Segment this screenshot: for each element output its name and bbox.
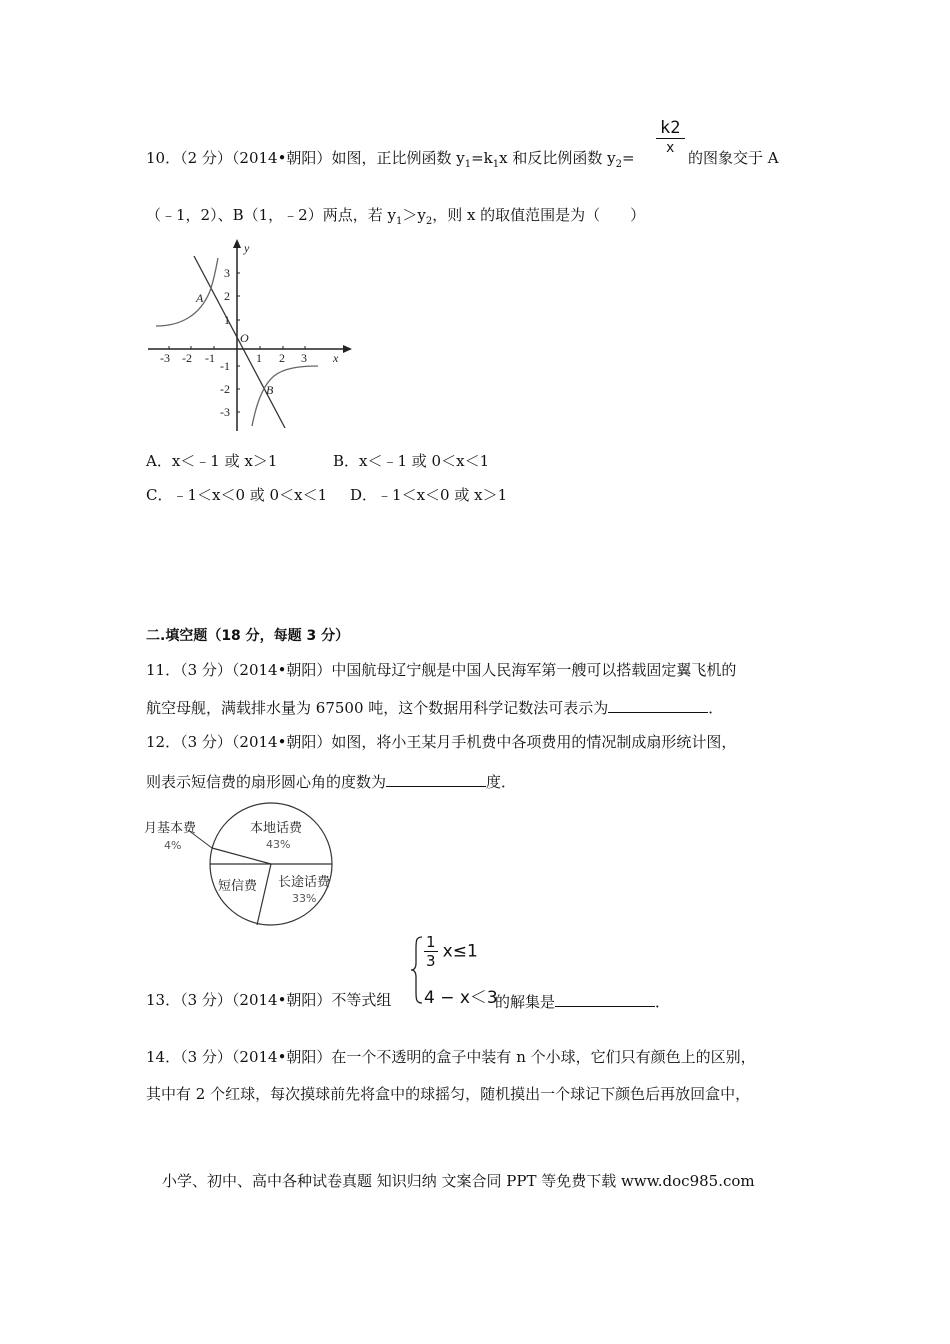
x-tick-label: -2 [182,351,192,365]
q13-inequality-row1: $\frac{1}{3}$ x≤1 [426,933,478,970]
q11-line1: 11．（3 分）（2014•朝阳）中国航母辽宁舰是中国人民海军第一艘可以搭载固定翼飞机的 [146,661,737,679]
hyperbola-branch-right [252,366,318,426]
q13-inequality-row2: 4 − x＜3 [424,988,498,1008]
y-axis-arrow [233,239,241,248]
pie-label-long-distance: 长途话费 [278,875,331,890]
pie-label-local: 本地话费 [250,821,303,836]
q10-function-graph [140,236,360,436]
pie-divider [212,848,271,864]
q10-option-a: A．x＜﹣1 或 x＞1 [146,452,278,470]
x-tick-label: -1 [205,351,215,365]
q10-line2: （﹣1，2）、B（1，﹣2）两点，若 $y_1>y_2$，则 x 的取值范围是为（ ） [146,206,646,227]
section-heading: 二.填空题（18 分，每题 3 分） [146,628,350,644]
q12-pie-chart [140,800,340,930]
q10-line1-end: 的图象交于 A [688,149,779,167]
q10-option-d: D．﹣1＜x＜0 或 x＞1 [350,486,508,504]
pie-pct-local: 43% [266,838,291,851]
q13-prefix: 13．（3 分）（2014•朝阳）不等式组 [146,991,392,1009]
answer-blank [608,696,708,713]
pie-label-sms: 短信费 [218,879,258,894]
x-tick-label: -3 [160,351,170,365]
answer-blank [555,990,655,1007]
pie-divider [257,864,271,925]
q11-line2: 航空母舰，满载排水量为 67500 吨，这个数据用科学记数法可表示为 ． [146,696,723,718]
y-tick-label: 1 [224,313,230,327]
origin-label: O [240,331,249,345]
x-tick-label: 1 [256,351,262,365]
pie-label-monthly-base: 月基本费 [144,821,197,836]
q12-line1: 12．（3 分）（2014•朝阳）如图，将小王某月手机费中各项费用的情况制成扇形统计图， [146,733,737,751]
x-tick-label: 2 [279,351,285,365]
answer-blank [386,770,486,787]
q10-line1: 10．（2 分）（2014•朝阳）如图，正比例函数 $y_1=k_1x$ 和反比例函数 $y_2=$ [146,149,635,170]
y-tick-label: -3 [220,405,230,419]
hyperbola-branch-left [156,258,218,326]
q10-option-b: B．x＜﹣1 或 0＜x＜1 [333,452,490,470]
y-tick-label: -1 [220,359,230,373]
x-tick-label: 3 [301,351,307,365]
pie-pct-long-distance: 33% [292,892,317,905]
y-tick-label: -2 [220,382,230,396]
y-tick-label: 2 [224,289,230,303]
q14-line1: 14．（3 分）（2014•朝阳）在一个不透明的盒子中装有 n 个小球，它们只有颜色上的区别， [146,1048,756,1066]
q13-suffix: 的解集是 ． [495,990,670,1012]
y-tick-label: 3 [224,266,230,280]
y-axis-label: y [244,241,250,255]
point-b-label: B [266,383,274,397]
x-axis-label: x [333,351,339,365]
point-a-label: A [196,291,204,305]
q12-line2: 则表示短信费的扇形圆心角的度数为 度． [146,770,516,792]
x-axis-arrow [343,345,352,353]
footer-text: 小学、初中、高中各种试卷真题 知识归纳 文案合同 PPT 等免费下载 www.doc985.com [162,1172,755,1190]
system-brace [410,935,424,1005]
pie-pct-monthly-base: 4% [164,839,182,852]
q10-fraction: k2 x [656,118,685,157]
q10-option-c: C．﹣1＜x＜0 或 0＜x＜1 [146,486,328,504]
q14-line2: 其中有 2 个红球，每次摸球前先将盒中的球摇匀，随机摸出一个球记下颜色后再放回盒中， [146,1085,751,1103]
